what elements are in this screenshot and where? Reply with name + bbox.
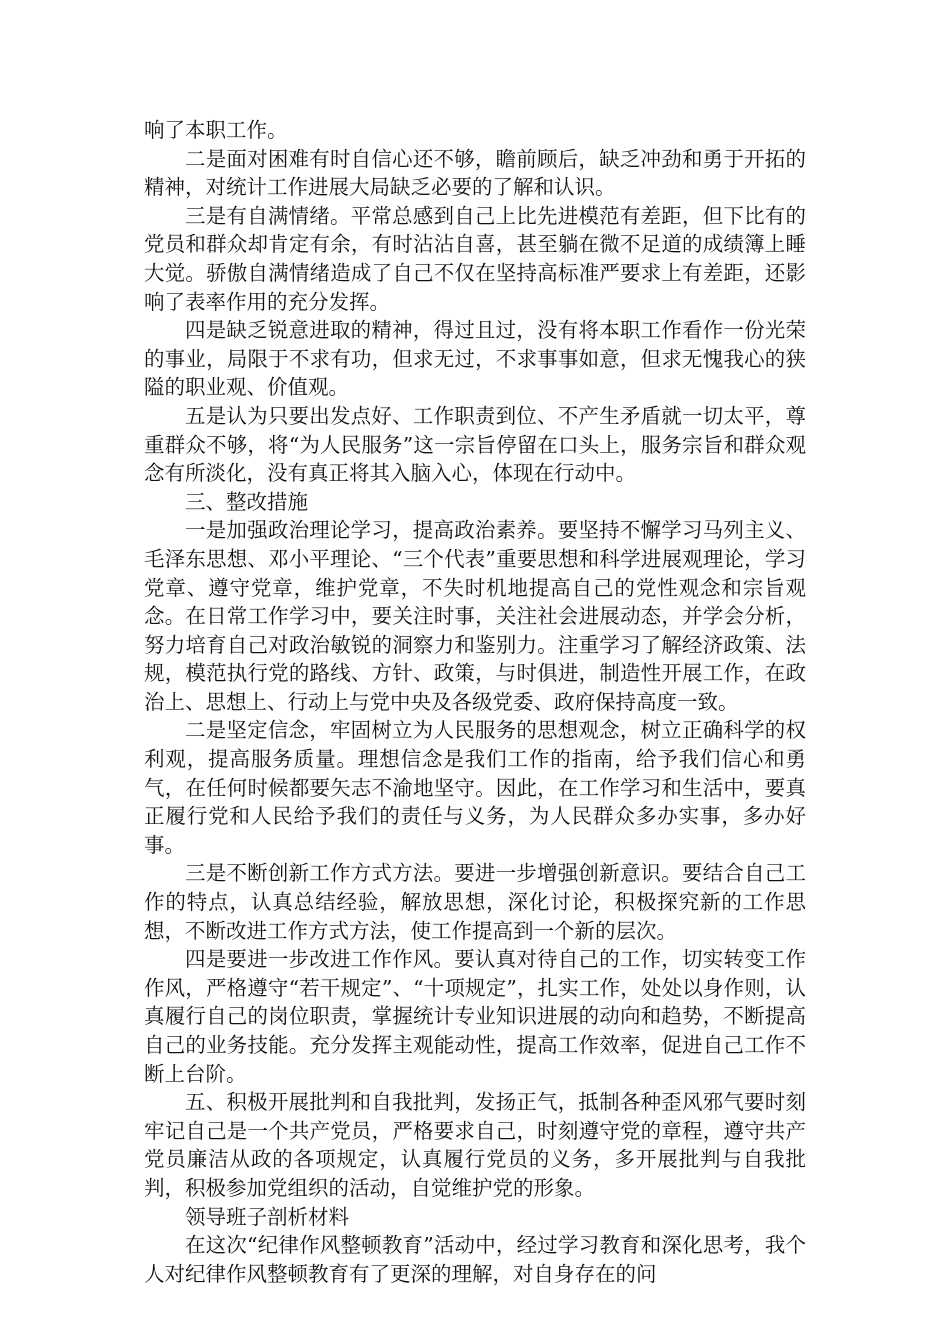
section-heading: 三、整改措施 — [185, 489, 308, 514]
section-heading: 领导班子剖析材料 — [185, 1204, 349, 1229]
paragraph: 五、积极开展批判和自我批判，发扬正气，抵制各种歪风邪气要时刻牢记自己是一个共产党员，严格要求自己，时刻遵守党的章程，遵守共产党员廉洁从政的各项规定，认真履行党员的义务，多开展批判与自我批判，积极参加党组织的活动，自觉维护党的形象。 — [144, 1090, 806, 1200]
paragraph: 一是加强政治理论学习，提高政治素养。要坚持不懈学习马列主义、毛泽东思想、邓小平理论、“三个代表”重要思想和科学进展观理论，学习党章、遵守党章，维护党章，不失时机地提高自己的党性观念和宗旨观念。在日常工作学习中，要关注时事，关注社会进展动态，并学会分析，努力培育自己对政治敏锐的洞察力和鉴别力。注重学习了解经济政策、法规，模范执行党的路线、方针、政策，与时俱进，制造性开展工作，在政治上、思想上、行动上与党中央及各级党委、政府保持高度一致。 — [144, 518, 806, 714]
paragraph: 响了本职工作。 — [144, 118, 288, 142]
paragraph: 三是不断创新工作方式方法。要进一步增强创新意识。要结合自己工作的特点，认真总结经验，解放思想，深化讨论，积极探究新的工作思想，不断改进工作方式方法，使工作提高到一个新的层次。 — [144, 861, 806, 943]
paragraph: 四是要进一步改进工作作风。要认真对待自己的工作，切实转变工作作风，严格遵守“若干规定”、“十项规定”，扎实工作，处处以身作则，认真履行自己的岗位职责，掌握统计专业知识进展的动向和趋势，不断提高自己的业务技能。充分发挥主观能动性，提高工作效率，促进自己工作不断上台阶。 — [144, 947, 806, 1086]
document-body — [144, 116, 806, 1288]
paragraph: 二是面对困难有时自信心还不够，瞻前顾后，缺乏冲劲和勇于开拓的精神，对统计工作进展大局缺乏必要的了解和认识。 — [144, 146, 806, 200]
paragraph: 五是认为只要出发点好、工作职责到位、不产生矛盾就一切太平，尊重群众不够，将“为人民服务”这一宗旨停留在口头上，服务宗旨和群众观念有所淡化，没有真正将其入脑入心，体现在行动中。 — [144, 403, 806, 486]
paragraph: 在这次“纪律作风整顿教育”活动中，经过学习教育和深化思考，我个人对纪律作风整顿教育有了更深的理解，对自身存在的问 — [144, 1233, 806, 1286]
paragraph: 二是坚定信念，牢固树立为人民服务的思想观念，树立正确科学的权利观，提高服务质量。理想信念是我们工作的指南，给予我们信心和勇气，在任何时候都要矢志不渝地坚守。因此，在工作学习和生活中，要真正履行党和人民给予我们的责任与义务，为人民群众多办实事，多办好事。 — [144, 718, 806, 857]
paragraph: 四是缺乏锐意进取的精神，得过且过，没有将本职工作看作一份光荣的事业，局限于不求有功，但求无过，不求事事如意，但求无愧我心的狭隘的职业观、价值观。 — [144, 318, 806, 400]
paragraph: 三是有自满情绪。平常总感到自己上比先进模范有差距，但下比有的党员和群众却肯定有余，有时沾沾自喜，甚至躺在微不足道的成绩簿上睡大觉。骄傲自满情绪造成了自己不仅在坚持高标准严要求上有差距，还影响了表率作用的充分发挥。 — [144, 203, 806, 314]
